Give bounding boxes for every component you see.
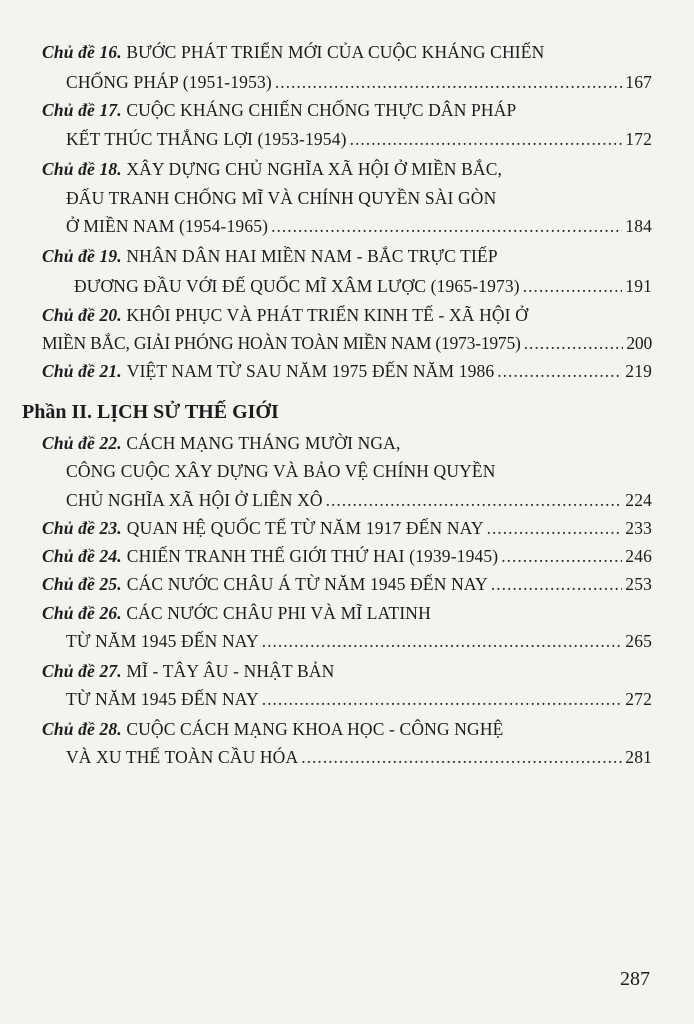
topic-label: Chủ đề 27. [42,661,122,681]
topic-title-line: NHÂN DÂN HAI MIỀN NAM - BẮC TRỰC TIẾP [126,246,498,266]
topic-title-end: Ở MIỀN NAM (1954-1965) [66,216,269,236]
toc-entry-last-line [66,629,652,653]
topic-title-end: CHỐNG PHÁP (1951-1953) [66,72,272,92]
topic-title-line: BƯỚC PHÁT TRIỂN MỚI CỦA CUỘC KHÁNG CHIẾN [126,42,545,62]
toc-entry-last-line [66,745,652,769]
topic-label: Chủ đề 19. [42,246,122,266]
leader-dots [262,629,623,653]
page-ref: 167 [625,72,652,92]
topic-title-line: MĨ - TÂY ÂU - NHẬT BẢN [126,661,335,681]
page-ref: 172 [625,129,652,149]
toc-entry-first-line [42,157,502,181]
page-ref: 281 [625,747,652,767]
leader-dots [487,516,623,540]
page-ref: 246 [625,546,652,566]
topic-title-line: CÁC NƯỚC CHÂU PHI VÀ MĨ LATINH [126,603,431,623]
toc-entry-first-line [42,303,528,327]
topic-label: Chủ đề 17. [42,100,122,120]
page-ref: 200 [626,333,652,353]
page-number: 287 [620,968,650,990]
topic-label: Chủ đề 16. [42,42,122,62]
topic-title-line: CUỘC CÁCH MẠNG KHOA HỌC - CÔNG NGHỆ [126,719,504,739]
page-ref: 184 [625,216,652,236]
toc-entry-last-line [66,127,652,151]
leader-dots [501,544,622,568]
toc-entry-first-line [42,717,503,741]
topic-title-line: KHÔI PHỤC VÀ PHÁT TRIỂN KINH TẾ - XÃ HỘI Ở [126,305,528,325]
page-ref: 233 [625,518,652,538]
topic-title-end: TỪ NĂM 1945 ĐẾN NAY [66,689,259,709]
topic-label: Chủ đề 20. [42,305,122,325]
toc-entry-last-line [42,572,652,596]
topic-title-end: ĐƯƠNG ĐẦU VỚI ĐẾ QUỐC MĨ XÂM LƯỢC (1965-1973) [74,276,520,296]
topic-title-end: VÀ XU THẾ TOÀN CẦU HÓA [66,747,299,767]
topic-title-end: MIỀN BẮC, GIẢI PHÓNG HOÀN TOÀN MIỀN NAM (1973-1975) [42,333,521,353]
leader-dots [350,127,623,151]
page-ref: 272 [625,689,652,709]
toc-entry-last-line [66,687,652,711]
topic-title-end: CÁC NƯỚC CHÂU Á TỪ NĂM 1945 ĐẾN NAY [126,574,488,594]
leader-dots [524,331,624,355]
page-ref: 191 [625,276,652,296]
toc-entry-first-line [42,601,431,625]
topic-title-end: KẾT THÚC THẮNG LỢI (1953-1954) [66,129,347,149]
leader-dots [271,214,622,238]
page-ref: 253 [625,574,652,594]
toc-entry-last-line [42,359,652,383]
page-ref: 219 [625,361,652,381]
toc-entry-last-line [42,544,652,568]
leader-dots [275,70,622,94]
toc-entry-last-line [66,214,652,238]
topic-title-line: CÔNG CUỘC XÂY DỰNG VÀ BẢO VỆ CHÍNH QUYỀN [66,461,496,481]
toc-entry-first-line [42,40,544,64]
topic-title-end: TỪ NĂM 1945 ĐẾN NAY [66,631,259,651]
topic-label: Chủ đề 28. [42,719,122,739]
leader-dots [301,745,622,769]
topic-label: Chủ đề 24. [42,546,122,566]
leader-dots [262,687,623,711]
page-ref: 224 [625,490,652,510]
toc-entry-first-line [42,244,498,268]
topic-label: Chủ đề 18. [42,159,122,179]
topic-label: Chủ đề 23. [42,518,122,538]
toc-entry-last-line [42,331,652,355]
leader-dots [326,488,623,512]
topic-title-end: CHỦ NGHĨA XÃ HỘI Ở LIÊN XÔ [66,490,323,510]
section-heading: Phần II. LỊCH SỬ THẾ GIỚI [22,401,279,423]
topic-title-line: CUỘC KHÁNG CHIẾN CHỐNG THỰC DÂN PHÁP [126,100,517,120]
toc-entry-last-line [74,274,652,298]
page-ref: 265 [625,631,652,651]
leader-dots [491,572,622,596]
toc-entry-last-line [66,488,652,512]
toc-entry-first-line [42,98,516,122]
topic-label: Chủ đề 25. [42,574,122,594]
topic-title-end: CHIẾN TRANH THẾ GIỚI THỨ HAI (1939-1945) [126,546,499,566]
topic-title-end: VIỆT NAM TỪ SAU NĂM 1975 ĐẾN NĂM 1986 [126,361,495,381]
toc-entry-first-line [42,431,400,455]
topic-label: Chủ đề 21. [42,361,122,381]
topic-title-end: QUAN HỆ QUỐC TẾ TỪ NĂM 1917 ĐẾN NAY [126,518,484,538]
leader-dots [523,274,623,298]
topic-label: Chủ đề 22. [42,433,122,453]
toc-entry-first-line [42,659,334,683]
topic-title-line: CÁCH MẠNG THÁNG MƯỜI NGA, [126,433,401,453]
topic-title-line: ĐẤU TRANH CHỐNG MĨ VÀ CHÍNH QUYỀN SÀI GÒN [66,188,497,208]
toc-entry-last-line [42,516,652,540]
leader-dots [497,359,622,383]
topic-title-line: XÂY DỰNG CHỦ NGHĨA XÃ HỘI Ở MIỀN BẮC, [126,159,503,179]
toc-entry-last-line [66,70,652,94]
topic-label: Chủ đề 26. [42,603,122,623]
